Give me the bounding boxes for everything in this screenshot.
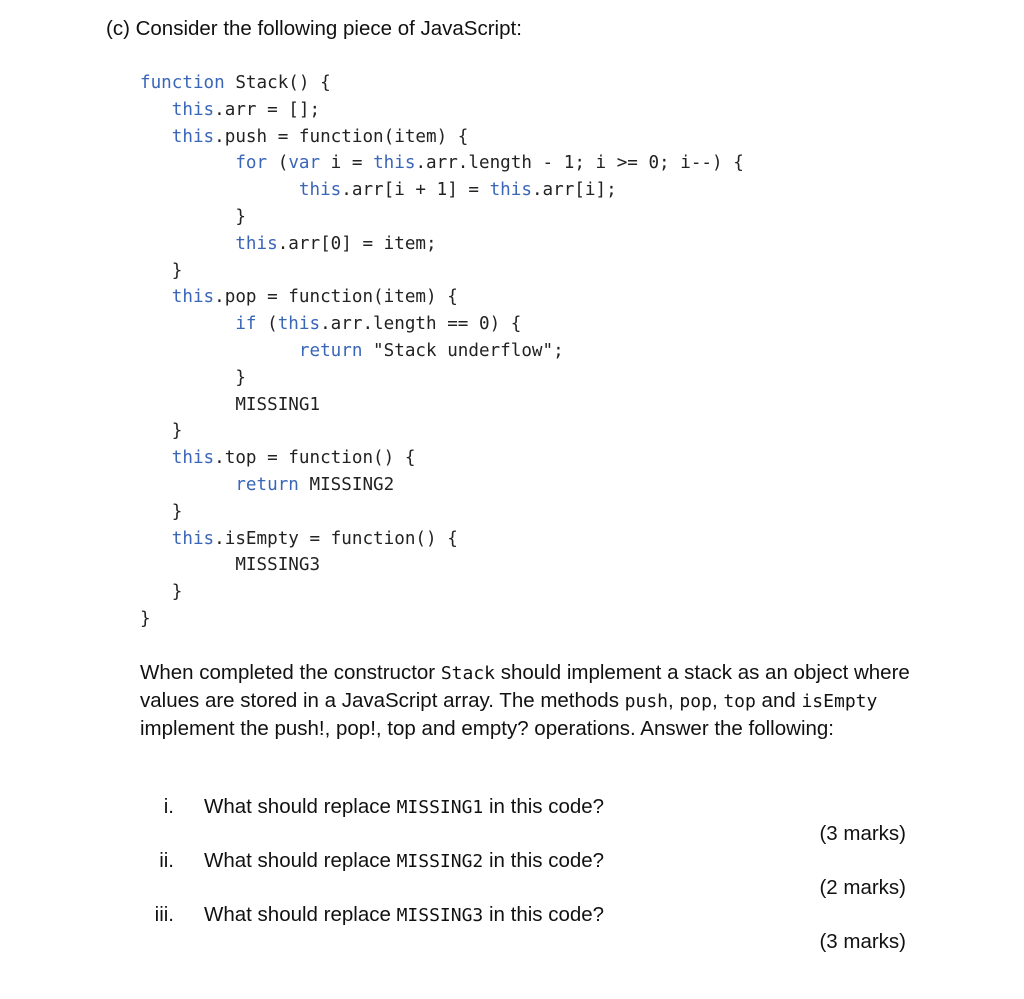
code-token: .top = function() { — [214, 448, 416, 469]
paragraph-text: , — [711, 689, 724, 713]
code-token — [140, 180, 299, 200]
code-keyword: this — [171, 126, 215, 147]
code-line — [140, 552, 744, 579]
code-token — [140, 234, 235, 254]
code-line — [140, 445, 744, 472]
question-marks: (2 marks) — [819, 876, 906, 899]
code-line — [140, 124, 744, 151]
question-text — [204, 903, 604, 927]
question-number: ii. — [159, 849, 174, 872]
code-line — [140, 579, 744, 606]
code-token: .pop = function(item) { — [214, 287, 458, 308]
question-marks: (3 marks) — [819, 930, 906, 953]
question-text-post: in this code? — [483, 903, 605, 926]
question-text-pre: What should replace — [204, 795, 397, 818]
code-line — [140, 311, 744, 338]
question-marks: (3 marks) — [819, 822, 906, 845]
code-line — [140, 418, 744, 445]
code-token: .push = function(item) { — [214, 126, 469, 147]
code-token: .arr.length - 1; i >= 0; i--) { — [415, 153, 744, 174]
code-token: ( — [256, 314, 278, 335]
code-token: } — [140, 206, 246, 227]
inline-code: Stack — [440, 663, 496, 684]
code-line — [140, 97, 744, 124]
code-token: } — [140, 260, 183, 281]
code-line — [140, 150, 744, 177]
code-keyword: this — [489, 180, 532, 201]
code-token — [140, 529, 172, 549]
inline-code: top — [723, 691, 756, 713]
paragraph-text: implement the push!, pop!, top and empty? operations. Answer the following: — [140, 717, 834, 741]
code-keyword: this — [373, 153, 416, 174]
code-keyword: var — [288, 153, 321, 174]
code-line — [140, 284, 744, 311]
code-line — [140, 392, 744, 419]
code-keyword: for — [235, 153, 268, 174]
code-keyword: this — [277, 314, 321, 335]
code-token: .arr = []; — [214, 99, 321, 120]
paragraph-text: and — [755, 689, 802, 713]
code-token: ( — [267, 153, 289, 174]
code-token — [140, 475, 235, 495]
code-keyword: this — [171, 528, 215, 549]
code-keyword: if — [235, 314, 257, 335]
code-token — [140, 100, 172, 120]
paragraph-text: When completed the constructor — [140, 661, 441, 684]
code-token: MISSING3 — [140, 555, 321, 576]
code-token: } — [140, 421, 183, 442]
code-line — [140, 472, 744, 499]
code-token: } — [140, 582, 183, 603]
code-token: Stack() { — [224, 73, 331, 93]
code-line — [140, 365, 744, 392]
code-token — [140, 448, 172, 468]
question-paragraph — [140, 659, 930, 743]
code-token: .isEmpty = function() { — [214, 528, 458, 549]
code-keyword: return — [235, 474, 299, 495]
code-token: } — [140, 367, 246, 388]
inline-code: pop — [679, 691, 712, 713]
code-line — [140, 204, 744, 231]
question-code: MISSING1 — [396, 797, 484, 818]
code-token — [140, 341, 299, 361]
code-token — [140, 153, 235, 173]
code-token: MISSING2 — [298, 474, 395, 495]
question-code: MISSING2 — [396, 851, 484, 872]
inline-code: push — [624, 691, 669, 713]
question-text-post: in this code? — [483, 849, 605, 872]
code-keyword: return — [298, 340, 363, 361]
code-token: "Stack underflow"; — [362, 340, 564, 361]
question-text-post: in this code? — [483, 795, 605, 818]
code-token: i = — [320, 153, 374, 174]
code-token — [140, 314, 235, 334]
question-text-pre: What should replace — [204, 903, 397, 926]
question-code: MISSING3 — [396, 905, 484, 926]
question-number: iii. — [154, 903, 174, 926]
code-token: .arr.length == 0) { — [320, 314, 522, 335]
code-line — [140, 258, 744, 285]
code-line — [140, 606, 744, 633]
code-token: .arr[0] = item; — [277, 233, 437, 254]
code-token: .arr[i + 1] = — [341, 180, 490, 201]
code-line — [140, 70, 744, 97]
code-line — [140, 526, 744, 553]
question-text — [204, 795, 604, 819]
code-line — [140, 499, 744, 526]
code-line — [140, 231, 744, 258]
code-keyword: function — [140, 73, 225, 93]
code-keyword: this — [171, 287, 215, 308]
paragraph-text: should implement a stack as an object where values are stored in a JavaScript array. The methods — [140, 661, 910, 713]
code-token — [140, 127, 172, 147]
code-token: MISSING1 — [140, 394, 321, 415]
code-keyword: this — [171, 448, 215, 469]
inline-code: isEmpty — [801, 691, 878, 713]
code-block — [140, 70, 744, 633]
code-token: .arr[i]; — [531, 180, 617, 201]
code-token: } — [140, 608, 151, 629]
question-number: i. — [163, 795, 174, 818]
code-line — [140, 338, 744, 365]
code-keyword: this — [235, 233, 278, 254]
code-token: } — [140, 501, 183, 522]
code-keyword: this — [298, 180, 342, 201]
code-token — [140, 287, 172, 307]
code-keyword: this — [171, 99, 215, 120]
question-text-pre: What should replace — [204, 849, 397, 872]
paragraph-text: , — [668, 689, 680, 713]
question-text — [204, 849, 604, 873]
code-line — [140, 177, 744, 204]
question-heading: (c) Consider the following piece of JavaScript: — [106, 17, 522, 40]
